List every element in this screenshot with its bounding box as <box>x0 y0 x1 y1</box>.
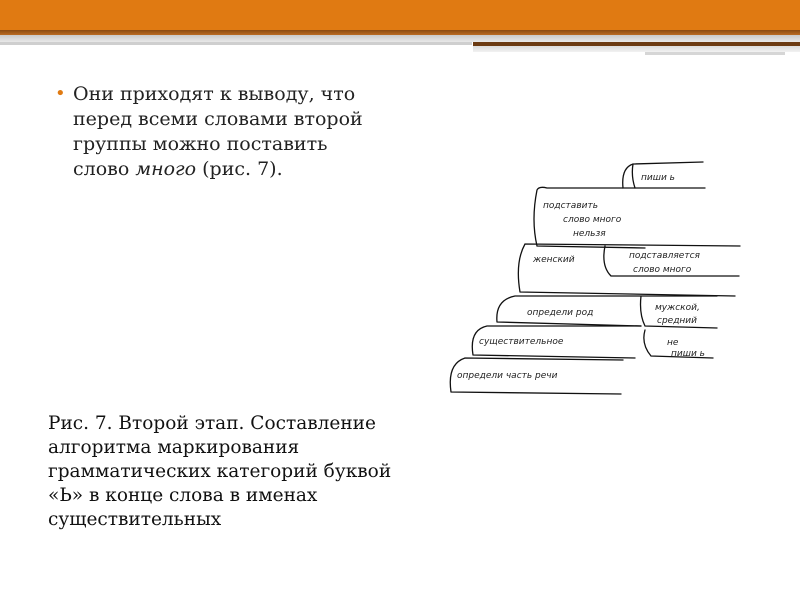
label-podstavit-2: слово много <box>563 215 622 225</box>
bullet-point <box>55 82 385 182</box>
label-pishi: пиши ь <box>641 173 675 183</box>
label-podstavit-1: подставить <box>543 201 599 211</box>
header-band <box>0 0 800 30</box>
bullet-text-main: Они приходят к выводу, что перед всеми словами второй группы можно поставить слово <box>73 83 363 180</box>
figure-caption: Рис. 7. Второй этап. Составление алгоритма маркирования грамматических категорий буквой «Ь» в конце слова в именах существительных <box>48 413 392 530</box>
bullet-text-emphasis: много <box>135 158 197 180</box>
header-rule-right-thin <box>645 52 785 55</box>
label-podstavlyaetsya-2: слово много <box>633 265 692 275</box>
bullet-marker: • <box>55 83 66 104</box>
header-rule-left <box>0 42 472 45</box>
label-sushchestvitelnoe: существительное <box>479 337 564 347</box>
bullet-text-end: (рис. 7). <box>196 158 283 180</box>
algorithm-figure <box>445 150 755 405</box>
label-ne-pishi-1: не <box>667 338 679 348</box>
label-podstavit-3: нельзя <box>573 229 606 239</box>
label-opredeli-chast: определи часть речи <box>457 371 558 381</box>
header-rule-right <box>473 42 800 52</box>
header-shadow <box>0 30 800 42</box>
label-zhenskiy: женский <box>533 255 575 265</box>
label-muzhskoy-1: мужской, <box>655 303 700 313</box>
label-ne-pishi-2: пиши ь <box>671 349 705 359</box>
label-podstavlyaetsya-1: подставляется <box>629 251 700 261</box>
label-opredeli-rod: определи род <box>527 308 594 318</box>
label-muzhskoy-2: средний <box>657 316 698 326</box>
bullet-text <box>73 82 385 182</box>
